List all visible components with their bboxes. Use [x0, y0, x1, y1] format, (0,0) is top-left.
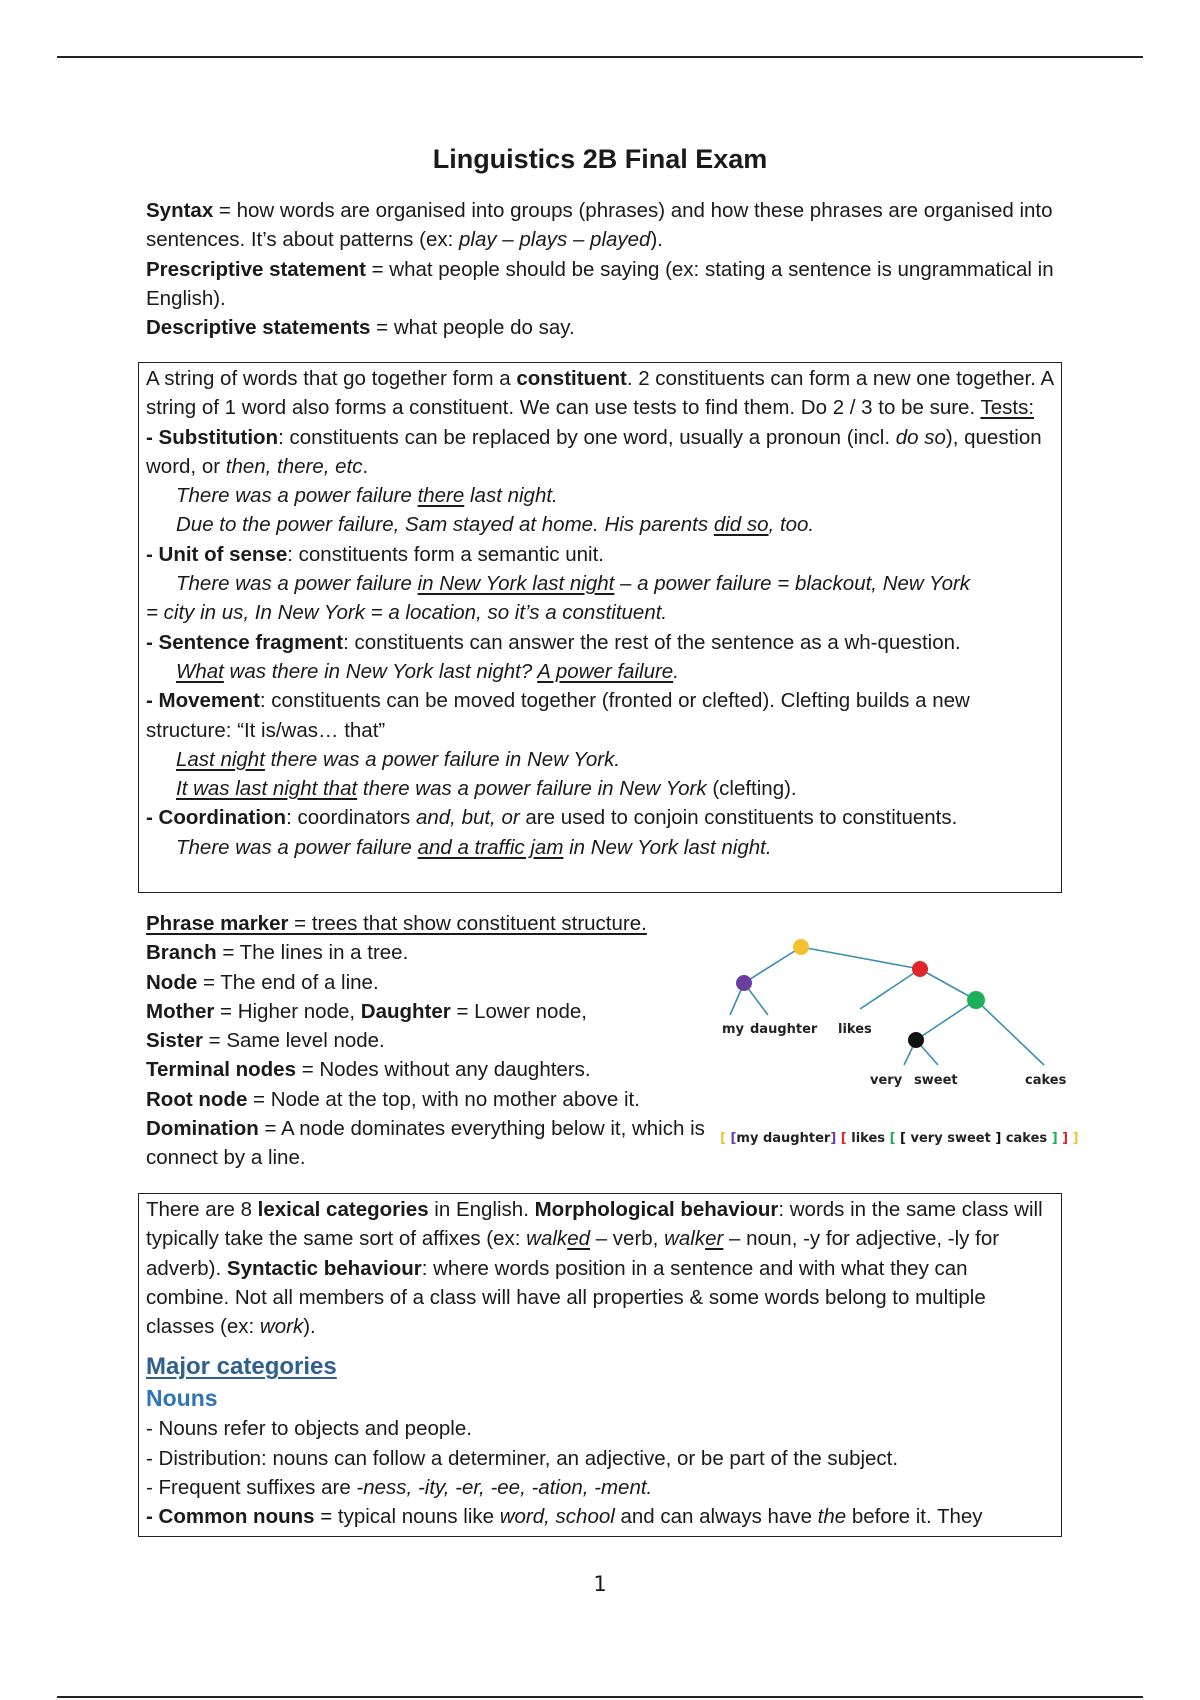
page-number: 1	[593, 1572, 607, 1596]
bottom-rule	[57, 1696, 1143, 1698]
example-text: There was a power failure	[176, 572, 418, 596]
lexical-text: : words in the same class will typically take the same sort of affixes (ex:	[146, 1198, 1043, 1251]
common-nouns-term: - Common nouns	[146, 1505, 315, 1529]
bracket: [	[730, 1131, 737, 1146]
unit-of-sense-example	[146, 569, 1055, 598]
definition-term: Branch	[146, 941, 217, 965]
sentence-fragment-term: - Sentence fragment	[146, 630, 344, 654]
substitution-def-b: ), question word, or	[146, 425, 1042, 478]
suffix-list: -ness, -ity, -er, -ee, -ation, -ment.	[356, 1476, 653, 1500]
definition-term: Node	[146, 970, 198, 994]
bracket: ]	[1057, 1131, 1069, 1146]
example-underline: er	[705, 1227, 724, 1251]
noun-text: - Frequent suffixes are	[146, 1476, 357, 1500]
lexical-term: Morphological behaviour	[534, 1198, 779, 1221]
example-text: Due to the power failure, Sam stayed at home. His parents	[176, 513, 714, 537]
unit-of-sense-term: - Unit of sense	[146, 542, 288, 566]
unit-of-sense-def: : constituents form a semantic unit.	[287, 542, 604, 566]
constituent-text-b: . 2 constituents can form a new one together. A string of 1 word also forms a constituent. We can use tests to find them. Do 2 / 3 to be sure.	[146, 367, 1054, 420]
sentence-fragment-def: : constituents can answer the rest of the sentence as a wh-question.	[343, 630, 961, 654]
intro-definitions	[146, 196, 1086, 342]
prescriptive-def: = what people should be saying (ex: stating a sentence is ungrammatical in English).	[146, 257, 1054, 310]
prescriptive-term: Prescriptive statement	[146, 257, 366, 281]
bracket-words: my daughter	[736, 1131, 831, 1146]
example-text: there was a power failure in New York.	[264, 747, 621, 771]
noun-text: before it. They	[846, 1505, 983, 1529]
example-text: .	[673, 659, 679, 683]
lexical-text: : where words position in a sentence and with what they can combine. Not all members of a class will have all properties & some words belong to multiple classes (ex:	[146, 1256, 986, 1339]
lexical-text: ).	[303, 1315, 316, 1339]
major-categories-heading: Major categories	[146, 1353, 337, 1381]
noun-text: = typical nouns like	[314, 1505, 500, 1529]
coordinators: and, but, or	[415, 806, 520, 830]
example-text: , too.	[768, 513, 815, 537]
tree-branch	[976, 1000, 1044, 1065]
definition-item	[146, 997, 706, 1026]
substitution-example-1	[146, 481, 1055, 510]
definition-text: = Node at the top, with no mother above it.	[247, 1087, 640, 1111]
definition-text: = The lines in a tree.	[216, 941, 409, 965]
example-underline: It was last night that	[176, 777, 358, 801]
example-text: in New York last night.	[563, 835, 772, 859]
movement-term: - Movement	[146, 689, 260, 713]
substitution-term: - Substitution	[146, 425, 279, 449]
bracket: [	[840, 1131, 852, 1146]
lexical-intro	[146, 1195, 1055, 1341]
definition-term: Sister	[146, 1029, 203, 1053]
top-rule	[57, 56, 1143, 58]
definition-term: Daughter	[360, 999, 451, 1023]
example-underline: A power failure	[537, 659, 674, 683]
example-underline: ed	[567, 1227, 590, 1251]
np-node	[736, 975, 752, 991]
substitution-def-c: .	[362, 454, 369, 478]
tree-word-cakes: cakes	[1025, 1073, 1067, 1088]
bracket-words: likes	[851, 1131, 886, 1146]
lexical-text: There are 8	[146, 1198, 258, 1221]
adjp-node	[908, 1032, 924, 1048]
definition-text: = trees that show constituent structure.	[288, 912, 647, 935]
example-text: = city in us, In New York = a location, so it’s a constituent.	[146, 601, 668, 625]
tree-word-my: my	[722, 1022, 745, 1037]
descriptive-def: = what people do say.	[370, 316, 575, 340]
definition-item	[146, 1026, 706, 1055]
do-so-term: do so	[895, 425, 946, 449]
example-text: was there in New York last night?	[223, 659, 538, 683]
bracket-words: sweet	[947, 1131, 991, 1146]
tree-branch	[860, 969, 920, 1009]
example-underline: in New York last night	[417, 572, 615, 596]
example-text: walk	[526, 1227, 568, 1251]
prescriptive-definition	[146, 255, 1086, 314]
syntax-term: Syntax	[146, 199, 214, 222]
definition-term: Domination	[146, 1117, 259, 1141]
lexical-text: – noun, -y for adjective, -ly for adverb).	[146, 1227, 1000, 1280]
noun-text: and can always have	[614, 1505, 818, 1529]
noun-point: - Nouns refer to objects and people.	[146, 1417, 472, 1441]
coordination-def-a: : coordinators	[286, 806, 416, 830]
movement-example-2	[146, 774, 1055, 803]
movement-test	[146, 686, 1055, 745]
phrase-marker-definitions	[146, 909, 706, 1173]
syntax-example: play – plays – played	[459, 228, 651, 252]
coordination-def-b: are used to conjoin constituents to constituents.	[519, 806, 958, 830]
bracket: ]	[1047, 1131, 1058, 1146]
unit-of-sense-test	[146, 540, 1055, 569]
definition-item	[146, 1114, 706, 1173]
nouns-heading: Nouns	[146, 1385, 218, 1412]
example-text: There was a power failure	[176, 835, 418, 859]
definition-text: = Same level node.	[202, 1029, 385, 1053]
example-text: work	[259, 1315, 304, 1339]
bracket: [	[720, 1131, 731, 1146]
n-bar-node	[967, 991, 985, 1009]
definition-text: = The end of a line.	[197, 970, 379, 994]
definition-text: = Nodes without any daughters.	[296, 1058, 591, 1082]
bracket: [	[889, 1131, 901, 1146]
tree-branch	[920, 969, 976, 1000]
tree-word-very: very	[870, 1073, 903, 1088]
coordination-test	[146, 803, 1055, 832]
example-text: word, school	[499, 1505, 615, 1529]
unit-of-sense-example-cont	[146, 598, 1055, 627]
syntax-def: = how words are organised into groups (phrases) and how these phrases are organised into sentences. It’s about patterns (ex:	[146, 199, 1053, 252]
example-text: there was a power failure in New York	[357, 777, 707, 801]
definition-text: = Higher node,	[214, 999, 361, 1023]
movement-example-1	[146, 745, 1055, 774]
substitution-def-a: : constituents can be replaced by one word, usually a pronoun (incl.	[278, 425, 896, 449]
substitution-test	[146, 423, 1055, 482]
constituent-text-a: A string of words that go together form a	[146, 367, 517, 390]
noun-point: - Distribution: nouns can follow a determiner, an adjective, or be part of the subject.	[146, 1446, 899, 1470]
page-title: Linguistics 2B Final Exam	[432, 144, 768, 174]
definition-term: Mother	[146, 999, 215, 1023]
lexical-term: Syntactic behaviour	[226, 1256, 422, 1280]
coordination-example	[146, 833, 1055, 862]
coordination-term: - Coordination	[146, 806, 287, 830]
definition-term: Terminal nodes	[146, 1058, 296, 1082]
definition-text: = A node dominates everything below it, which is connect by a line.	[146, 1117, 705, 1170]
example-underline: What	[176, 659, 224, 683]
bracket-words: cakes	[1005, 1131, 1048, 1146]
lexical-term: lexical categories	[257, 1198, 429, 1221]
sentence-fragment-example	[146, 657, 1055, 686]
constituent-term: constituent	[516, 367, 627, 390]
root-node	[793, 939, 809, 955]
constituent-box	[138, 362, 1062, 893]
tree-word-daughter: daughter	[750, 1022, 818, 1037]
movement-def: : constituents can be moved together (fronted or clefted). Clefting builds a new structure: “It is/was… that”	[146, 689, 970, 742]
substitution-example-2	[146, 510, 1055, 539]
lexical-text: – verb,	[590, 1227, 665, 1251]
lexical-categories-box	[138, 1193, 1062, 1537]
vp-node	[912, 961, 928, 977]
definition-item	[146, 1055, 706, 1084]
definition-item	[146, 968, 706, 997]
clefting-note: (clefting).	[706, 777, 797, 801]
bracket: ]	[830, 1131, 837, 1146]
example-text: There was a power failure	[176, 484, 418, 508]
definition-item	[146, 938, 706, 967]
bracket: ]	[990, 1131, 1006, 1146]
tree-word-sweet: sweet	[914, 1073, 958, 1088]
lexical-text: in English.	[428, 1198, 535, 1221]
noun-point	[146, 1502, 1055, 1531]
definition-term: Phrase marker	[146, 912, 289, 935]
definition-term: Root node	[146, 1087, 248, 1111]
bracket-notation	[720, 1131, 1079, 1146]
example-text: – a power failure = blackout, New York	[614, 572, 971, 596]
sentence-fragment-test	[146, 628, 1055, 657]
tree-branch	[744, 947, 801, 983]
tree-branch	[801, 947, 920, 969]
constituent-intro	[146, 364, 1055, 423]
descriptive-definition	[146, 313, 1086, 342]
noun-point	[146, 1473, 1055, 1502]
then-there-term: then, there, etc	[225, 454, 363, 478]
bracket-sentence	[720, 1131, 1079, 1146]
example-text: last night.	[464, 484, 558, 508]
bracket-words: very	[910, 1131, 943, 1146]
tests-label: Tests:	[980, 396, 1035, 420]
example-text: the	[817, 1505, 847, 1529]
definition-item	[146, 909, 706, 938]
example-underline: Last night	[176, 747, 265, 771]
phrase-marker-tree	[708, 925, 1118, 1150]
example-text: walk	[664, 1227, 706, 1251]
syntax-end: ).	[650, 228, 663, 252]
syntax-definition	[146, 196, 1086, 255]
example-underline: and a traffic jam	[417, 835, 564, 859]
tree-branch	[916, 1000, 976, 1040]
example-underline: there	[417, 484, 465, 508]
definition-item	[146, 1085, 706, 1114]
bracket: [	[900, 1131, 911, 1146]
bracket: ]	[1068, 1131, 1079, 1146]
example-underline: did so	[713, 513, 769, 537]
tree-word-likes: likes	[838, 1022, 872, 1037]
definition-text: = Lower node,	[450, 999, 587, 1023]
descriptive-term: Descriptive statements	[146, 316, 371, 340]
